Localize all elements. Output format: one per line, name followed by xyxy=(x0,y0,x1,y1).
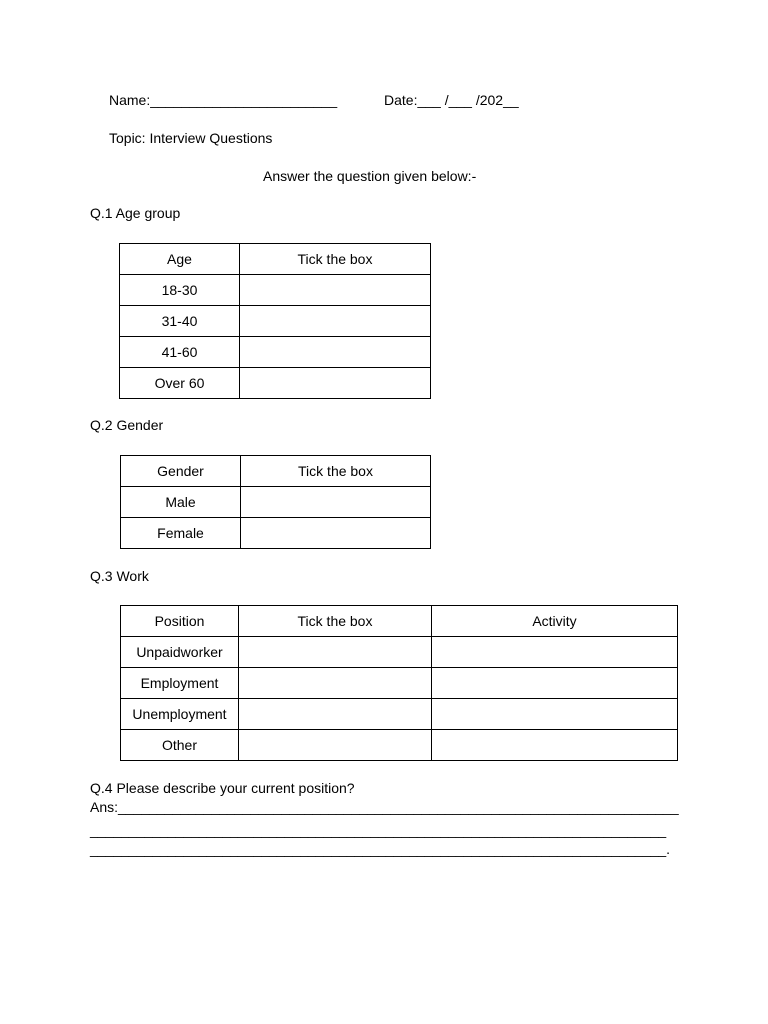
gender-table xyxy=(120,455,431,549)
question-4-title: Q.4 Please describe your current position? xyxy=(90,780,355,796)
table-header-cell: Tick the box xyxy=(241,456,431,487)
answer-line[interactable]: __________________________________________________________________________ xyxy=(90,822,667,838)
question-1-title: Q.1 Age group xyxy=(90,205,181,221)
table-header-cell: Gender xyxy=(121,456,241,487)
date-field-line: Date:___ /___ /202__ xyxy=(384,92,519,108)
answer-line[interactable]: __________________________________________________________________________. xyxy=(90,841,671,857)
gender-option-cell: Male xyxy=(121,487,241,518)
tick-box-cell[interactable] xyxy=(239,668,432,699)
table-header-cell: Tick the box xyxy=(240,244,431,275)
table-header-cell: Age xyxy=(120,244,240,275)
question-3-title: Q.3 Work xyxy=(90,568,149,584)
instruction-text: Answer the question given below:- xyxy=(263,168,477,184)
table-row xyxy=(120,275,431,306)
tick-box-cell[interactable] xyxy=(239,699,432,730)
name-field-line: Name:________________________ xyxy=(109,92,338,108)
tick-box-cell[interactable] xyxy=(240,368,431,399)
question-2-title: Q.2 Gender xyxy=(90,417,164,433)
activity-cell[interactable] xyxy=(432,699,678,730)
activity-cell[interactable] xyxy=(432,730,678,761)
table-row xyxy=(121,518,431,549)
age-option-cell: 31-40 xyxy=(120,306,240,337)
gender-option-cell: Female xyxy=(121,518,241,549)
table-row xyxy=(121,637,678,668)
topic-line: Topic: Interview Questions xyxy=(109,130,273,146)
table-header-cell: Position xyxy=(121,606,239,637)
age-option-cell: 18-30 xyxy=(120,275,240,306)
work-table xyxy=(120,605,678,761)
table-row xyxy=(121,699,678,730)
position-option-cell: Unemployment xyxy=(121,699,239,730)
activity-cell[interactable] xyxy=(432,637,678,668)
table-header-row xyxy=(121,606,678,637)
table-header-row xyxy=(121,456,431,487)
table-row xyxy=(120,337,431,368)
age-option-cell: 41-60 xyxy=(120,337,240,368)
tick-box-cell[interactable] xyxy=(239,730,432,761)
answer-line[interactable]: Ans:________________________________________________________________________ xyxy=(90,799,679,815)
table-row xyxy=(121,730,678,761)
tick-box-cell[interactable] xyxy=(240,306,431,337)
table-header-cell: Activity xyxy=(432,606,678,637)
tick-box-cell[interactable] xyxy=(239,637,432,668)
table-header-cell: Tick the box xyxy=(239,606,432,637)
table-row xyxy=(121,487,431,518)
age-group-table xyxy=(119,243,431,399)
tick-box-cell[interactable] xyxy=(241,487,431,518)
tick-box-cell[interactable] xyxy=(241,518,431,549)
table-header-row xyxy=(120,244,431,275)
age-option-cell: Over 60 xyxy=(120,368,240,399)
activity-cell[interactable] xyxy=(432,668,678,699)
position-option-cell: Other xyxy=(121,730,239,761)
tick-box-cell[interactable] xyxy=(240,337,431,368)
position-option-cell: Unpaidworker xyxy=(121,637,239,668)
tick-box-cell[interactable] xyxy=(240,275,431,306)
table-row xyxy=(120,306,431,337)
position-option-cell: Employment xyxy=(121,668,239,699)
table-row xyxy=(120,368,431,399)
table-row xyxy=(121,668,678,699)
